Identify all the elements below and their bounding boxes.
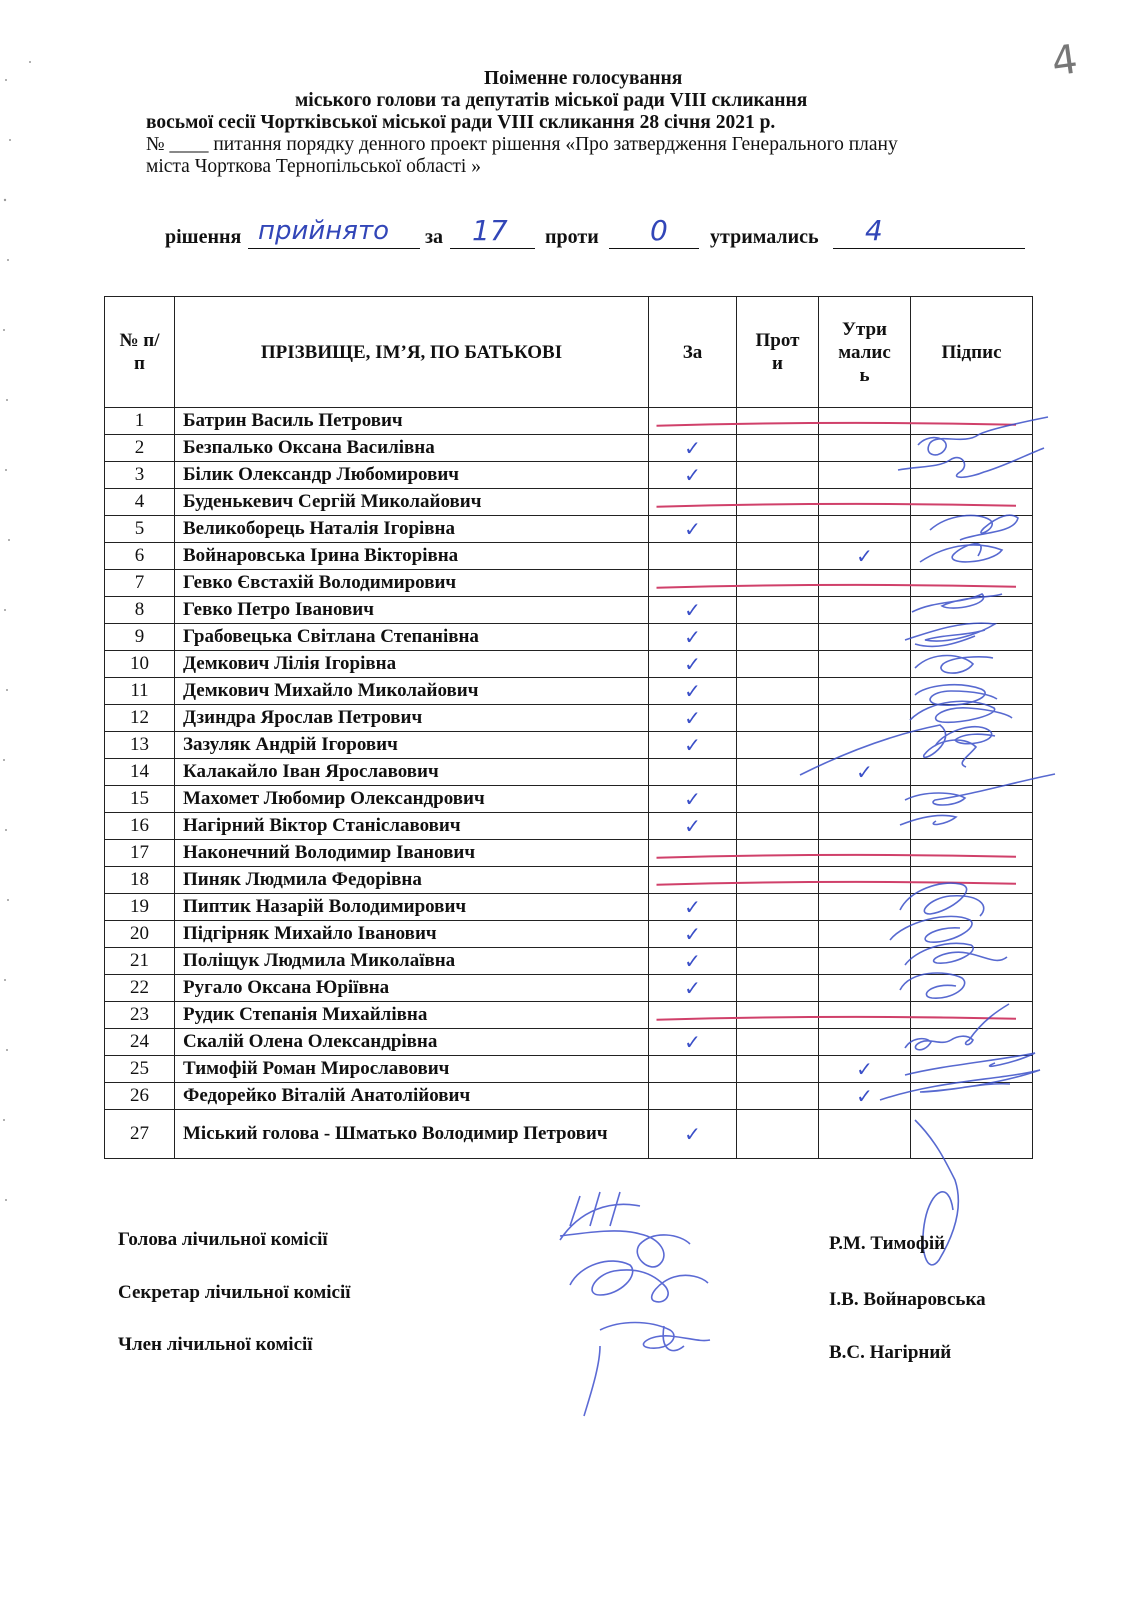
check-mark-icon: ✓: [684, 598, 701, 622]
vote-utrym-cell: [819, 813, 911, 840]
vote-utrym-cell: [819, 732, 911, 759]
table-row: [105, 840, 1033, 867]
member-name: В.С. Нагірний: [829, 1342, 952, 1363]
table-row: [105, 543, 1033, 570]
vote-za-cell: [649, 678, 737, 705]
vote-utrym-cell: [819, 678, 911, 705]
decision-label: рішення: [165, 226, 242, 248]
check-mark-icon: ✓: [684, 895, 701, 919]
check-mark-icon: ✓: [684, 787, 701, 811]
vote-za-cell: [649, 489, 737, 516]
signature-cell: [911, 1056, 1033, 1083]
signature-cell: [911, 543, 1033, 570]
vote-za-cell: [649, 813, 737, 840]
member-name: Махомет Любомир Олександрович: [175, 786, 649, 813]
col-header-utrym: Утри малис ь: [819, 297, 911, 408]
row-number: 22: [105, 975, 175, 1002]
table-row: [105, 624, 1033, 651]
check-mark-icon: ✓: [684, 652, 701, 676]
row-number: 12: [105, 705, 175, 732]
row-number: 21: [105, 948, 175, 975]
table-row: [105, 651, 1033, 678]
member-name: Скалій Олена Олександрівна: [175, 1029, 649, 1056]
vote-za-cell: [649, 543, 737, 570]
vote-za-cell: [649, 597, 737, 624]
member-name: Батрин Василь Петрович: [175, 408, 649, 435]
chair-name: Р.М. Тимофій: [829, 1233, 946, 1254]
vote-proty-cell: [737, 1029, 819, 1056]
member-name: Міський голова - Шматько Володимир Петрович: [175, 1110, 649, 1159]
signature-cell: [911, 678, 1033, 705]
signature-cell: [911, 1002, 1033, 1029]
vote-utrym-cell: [819, 867, 911, 894]
vote-za-cell: [649, 867, 737, 894]
proty-blank: [609, 248, 699, 249]
member-name: Рудик Степанія Михайлівна: [175, 1002, 649, 1029]
vote-za-cell: [649, 759, 737, 786]
table-row: [105, 1056, 1033, 1083]
member-name: Федорейко Віталій Анатолійович: [175, 1083, 649, 1110]
table-row: [105, 759, 1033, 786]
vote-za-cell: [649, 408, 737, 435]
table-row: [105, 462, 1033, 489]
row-number: 17: [105, 840, 175, 867]
vote-proty-cell: [737, 516, 819, 543]
member-name: Демкович Михайло Миколайович: [175, 678, 649, 705]
member-name: Пиняк Людмила Федорівна: [175, 867, 649, 894]
row-number: 9: [105, 624, 175, 651]
agenda-item-line: № ____ питання порядку денного проект рішення «Про затвердження Генерального плану: [146, 134, 898, 155]
signature-cell: [911, 786, 1033, 813]
table-row: [105, 813, 1033, 840]
utrym-count: 4: [865, 214, 883, 247]
proty-count: 0: [650, 214, 668, 247]
vote-utrym-cell: [819, 435, 911, 462]
member-name: Великоборець Наталія Ігорівна: [175, 516, 649, 543]
vote-proty-cell: [737, 948, 819, 975]
vote-proty-cell: [737, 462, 819, 489]
roll-call-table: [104, 296, 1033, 1159]
secretary-name: І.В. Войнаровська: [829, 1289, 986, 1310]
handwritten-page-number: 4: [1048, 36, 1081, 86]
utrym-label: утримались: [710, 226, 819, 248]
table-row: [105, 705, 1033, 732]
vote-proty-cell: [737, 435, 819, 462]
row-number: 13: [105, 732, 175, 759]
signature-cell: [911, 1029, 1033, 1056]
table-row: [105, 597, 1033, 624]
member-name: Зазуляк Андрій Ігорович: [175, 732, 649, 759]
vote-za-cell: [649, 1029, 737, 1056]
check-mark-icon: ✓: [684, 625, 701, 649]
chair-label: Голова лічильної комісії: [118, 1229, 328, 1250]
vote-proty-cell: [737, 1083, 819, 1110]
signature-cell: [911, 759, 1033, 786]
row-number: 1: [105, 408, 175, 435]
check-mark-icon: ✓: [856, 1057, 873, 1081]
row-number: 14: [105, 759, 175, 786]
member-name: Безпалько Оксана Василівна: [175, 435, 649, 462]
table-row: [105, 786, 1033, 813]
signature-cell: [911, 1110, 1033, 1159]
title-line-2: міського голови та депутатів міської ради VIII скликання: [295, 90, 808, 111]
secretary-label: Секретар лічильної комісії: [118, 1282, 351, 1303]
vote-proty-cell: [737, 408, 819, 435]
vote-proty-cell: [737, 867, 819, 894]
signature-cell: [911, 624, 1033, 651]
utrym-blank: [833, 248, 1025, 249]
title-line-3: восьмої сесії Чортківської міської ради VIII скликання 28 січня 2021 р.: [146, 112, 776, 133]
signature-cell: [911, 867, 1033, 894]
signature-secretary: [570, 1261, 708, 1302]
signature-cell: [911, 1083, 1033, 1110]
vote-za-cell: [649, 651, 737, 678]
signature-cell: [911, 489, 1033, 516]
member-name: Гевко Євстахій Володимирович: [175, 570, 649, 597]
member-name: Тимофій Роман Мирославович: [175, 1056, 649, 1083]
vote-utrym-cell: [819, 651, 911, 678]
vote-proty-cell: [737, 921, 819, 948]
za-blank: [450, 248, 535, 249]
vote-utrym-cell: [819, 1029, 911, 1056]
vote-utrym-cell: [819, 570, 911, 597]
document-title: Поіменне голосування: [484, 68, 683, 89]
row-number: 10: [105, 651, 175, 678]
vote-proty-cell: [737, 678, 819, 705]
signature-cell: [911, 921, 1033, 948]
vote-proty-cell: [737, 705, 819, 732]
vote-utrym-cell: [819, 705, 911, 732]
decision-result: прийнято: [258, 216, 389, 246]
check-mark-icon: ✓: [684, 1030, 701, 1054]
table-row: [105, 408, 1033, 435]
row-number: 3: [105, 462, 175, 489]
check-mark-icon: ✓: [684, 463, 701, 487]
vote-utrym-cell: [819, 597, 911, 624]
row-number: 6: [105, 543, 175, 570]
check-mark-icon: ✓: [684, 976, 701, 1000]
member-name: Ругало Оксана Юріївна: [175, 975, 649, 1002]
row-number: 19: [105, 894, 175, 921]
table-row: [105, 1110, 1033, 1159]
vote-za-cell: [649, 516, 737, 543]
row-number: 2: [105, 435, 175, 462]
col-header-sign: Підпис: [911, 297, 1033, 408]
vote-proty-cell: [737, 975, 819, 1002]
check-mark-icon: ✓: [684, 922, 701, 946]
vote-za-cell: [649, 1056, 737, 1083]
vote-proty-cell: [737, 489, 819, 516]
row-number: 27: [105, 1110, 175, 1159]
vote-proty-cell: [737, 1002, 819, 1029]
vote-proty-cell: [737, 624, 819, 651]
check-mark-icon: ✓: [684, 706, 701, 730]
vote-utrym-cell: [819, 786, 911, 813]
vote-za-cell: [649, 732, 737, 759]
table-row: [105, 570, 1033, 597]
signature-cell: [911, 651, 1033, 678]
vote-utrym-cell: [819, 1002, 911, 1029]
table-row: [105, 489, 1033, 516]
row-number: 4: [105, 489, 175, 516]
table-row: [105, 894, 1033, 921]
vote-utrym-cell: [819, 975, 911, 1002]
row-number: 15: [105, 786, 175, 813]
member-name: Білик Олександр Любомирович: [175, 462, 649, 489]
check-mark-icon: ✓: [684, 679, 701, 703]
check-mark-icon: ✓: [684, 517, 701, 541]
check-mark-icon: ✓: [856, 1084, 873, 1108]
vote-utrym-cell: [819, 624, 911, 651]
roll-call-body: [105, 408, 1033, 1159]
signature-cell: [911, 435, 1033, 462]
member-name: Гевко Петро Іванович: [175, 597, 649, 624]
vote-za-cell: [649, 840, 737, 867]
vote-za-cell: [649, 921, 737, 948]
col-header-num: № п/п: [105, 297, 175, 408]
col-header-name: ПРІЗВИЩЕ, ІМ’Я, ПО БАТЬКОВІ: [175, 297, 649, 408]
signature-cell: [911, 597, 1033, 624]
vote-za-cell: [649, 462, 737, 489]
row-number: 16: [105, 813, 175, 840]
signature-cell: [911, 840, 1033, 867]
signature-cell: [911, 894, 1033, 921]
member-name: Нагірний Віктор Станіславович: [175, 813, 649, 840]
row-number: 8: [105, 597, 175, 624]
signature-cell: [911, 408, 1033, 435]
vote-za-cell: [649, 1110, 737, 1159]
vote-za-cell: [649, 1002, 737, 1029]
decision-summary: [165, 214, 1045, 262]
vote-za-cell: [649, 705, 737, 732]
check-mark-icon: ✓: [684, 814, 701, 838]
table-row: [105, 921, 1033, 948]
table-header-row: [105, 297, 1033, 408]
vote-proty-cell: [737, 597, 819, 624]
signature-cell: [911, 516, 1033, 543]
signature-cell: [911, 813, 1033, 840]
vote-utrym-cell: [819, 489, 911, 516]
vote-za-cell: [649, 570, 737, 597]
table-row: [105, 732, 1033, 759]
vote-proty-cell: [737, 786, 819, 813]
row-number: 20: [105, 921, 175, 948]
za-count: 17: [472, 214, 508, 247]
row-number: 23: [105, 1002, 175, 1029]
member-name: Дзиндра Ярослав Петрович: [175, 705, 649, 732]
row-number: 11: [105, 678, 175, 705]
col-header-proty: Прот и: [737, 297, 819, 408]
vote-utrym-cell: [819, 1083, 911, 1110]
agenda-item-line-2: міста Чорткова Тернопільської області »: [146, 156, 481, 177]
vote-proty-cell: [737, 1056, 819, 1083]
check-mark-icon: ✓: [856, 544, 873, 568]
vote-za-cell: [649, 435, 737, 462]
table-row: [105, 678, 1033, 705]
col-header-za: За: [649, 297, 737, 408]
member-name: Демкович Лілія Ігорівна: [175, 651, 649, 678]
check-mark-icon: ✓: [684, 1122, 701, 1146]
vote-za-cell: [649, 894, 737, 921]
signature-member: [584, 1323, 710, 1417]
row-number: 24: [105, 1029, 175, 1056]
scan-edge-noise: [0, 0, 40, 1600]
member-name: Грабовецька Світлана Степанівна: [175, 624, 649, 651]
vote-utrym-cell: [819, 948, 911, 975]
vote-proty-cell: [737, 840, 819, 867]
table-row: [105, 1029, 1033, 1056]
table-row: [105, 1083, 1033, 1110]
row-number: 7: [105, 570, 175, 597]
vote-utrym-cell: [819, 462, 911, 489]
vote-proty-cell: [737, 759, 819, 786]
vote-za-cell: [649, 1083, 737, 1110]
member-name: Калакайло Іван Ярославович: [175, 759, 649, 786]
vote-proty-cell: [737, 732, 819, 759]
row-number: 25: [105, 1056, 175, 1083]
member-name: Войнаровська Ірина Вікторівна: [175, 543, 649, 570]
check-mark-icon: ✓: [684, 949, 701, 973]
signature-cell: [911, 570, 1033, 597]
vote-za-cell: [649, 948, 737, 975]
signature-cell: [911, 462, 1033, 489]
member-name: Пиптик Назарій Володимирович: [175, 894, 649, 921]
za-label: за: [425, 226, 444, 248]
check-mark-icon: ✓: [856, 760, 873, 784]
vote-proty-cell: [737, 813, 819, 840]
vote-utrym-cell: [819, 921, 911, 948]
member-name: Підгірняк Михайло Іванович: [175, 921, 649, 948]
vote-utrym-cell: [819, 894, 911, 921]
proty-label: проти: [545, 226, 599, 248]
vote-utrym-cell: [819, 840, 911, 867]
table-row: [105, 867, 1033, 894]
vote-utrym-cell: [819, 1056, 911, 1083]
decision-result-blank: [248, 248, 420, 249]
member-name: Наконечний Володимир Іванович: [175, 840, 649, 867]
vote-utrym-cell: [819, 543, 911, 570]
member-name: Буденькевич Сергій Миколайович: [175, 489, 649, 516]
vote-utrym-cell: [819, 759, 911, 786]
row-number: 26: [105, 1083, 175, 1110]
table-row: [105, 1002, 1033, 1029]
vote-utrym-cell: [819, 516, 911, 543]
vote-proty-cell: [737, 543, 819, 570]
vote-proty-cell: [737, 570, 819, 597]
member-name: Поліщук Людмила Миколаївна: [175, 948, 649, 975]
vote-za-cell: [649, 975, 737, 1002]
vote-proty-cell: [737, 651, 819, 678]
signature-cell: [911, 948, 1033, 975]
row-number: 5: [105, 516, 175, 543]
member-label: Член лічильної комісії: [118, 1334, 313, 1355]
vote-proty-cell: [737, 894, 819, 921]
table-row: [105, 435, 1033, 462]
signature-cell: [911, 705, 1033, 732]
vote-proty-cell: [737, 1110, 819, 1159]
table-row: [105, 516, 1033, 543]
table-row: [105, 948, 1033, 975]
vote-utrym-cell: [819, 1110, 911, 1159]
vote-utrym-cell: [819, 408, 911, 435]
signature-chair: [560, 1192, 690, 1267]
table-row: [105, 975, 1033, 1002]
check-mark-icon: ✓: [684, 436, 701, 460]
signature-cell: [911, 975, 1033, 1002]
row-number: 18: [105, 867, 175, 894]
signature-cell: [911, 732, 1033, 759]
check-mark-icon: ✓: [684, 733, 701, 757]
vote-za-cell: [649, 786, 737, 813]
vote-za-cell: [649, 624, 737, 651]
